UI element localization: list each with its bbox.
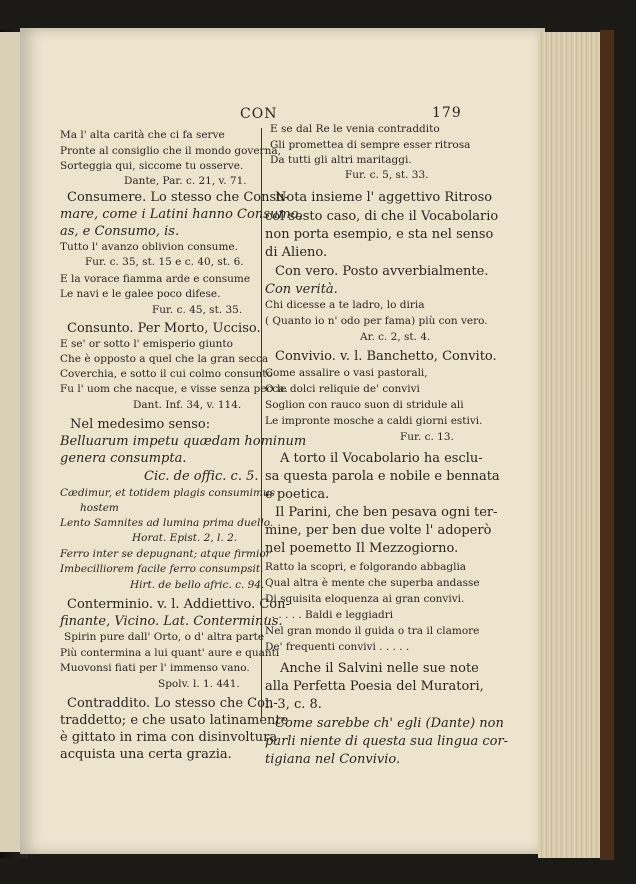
text-line: Qual altra è mente che superba andasse [265,577,480,589]
text-line: alla Perfetta Poesia del Muratori, [265,679,484,694]
text-line: parli niente di questa sua lingua cor- [265,734,509,749]
text-line: Lento Samnites ad lumina prima duello. [60,517,274,529]
text-line: Tutto l' avanzo oblivion consume. [60,241,238,253]
text-line: as, e Consumo, is. [60,224,180,239]
text-line: finante, Vicino. Lat. Conterminus. [60,614,283,629]
text-line: ( Quanto io n' odo per fama) più con vero. [265,315,488,327]
text-line: traddetto; e che usato latinamente [60,713,289,728]
text-line: Da tutti gli altri maritaggi. [270,154,412,166]
text-line: Chi dicesse a te ladro, lo diria [265,299,425,311]
entry-convivio: Convivio. v. l. Banchetto, Convito. [275,349,497,364]
text-line: Come sarebbe ch' egli (Dante) non [275,716,504,731]
entry-consunto: Consunto. Per Morto, Ucciso. [67,321,261,336]
text-line: De' frequenti convivi . . . . . [265,641,410,653]
entry-con-vero: Con vero. Posto avverbialmente. [275,264,489,279]
citation: Dante, Par. c. 21, v. 71. [124,175,247,187]
text-line: col sesto caso, di che il Vocabolario [265,209,499,224]
text-line: Gli promettea di sempre esser ritrosa [270,139,471,151]
text-line: acquista una certa grazia. [60,747,232,762]
text-line: mine, per ben due volte l' adoperò [265,523,492,538]
text-line: non porta esempio, e sta nel senso [265,227,494,242]
text-line: di Alieno. [265,245,328,260]
text-line: Più contermina a lui quant' aure e quanti [60,647,280,659]
text-line: nel poemetto Il Mezzogiorno. [265,541,459,556]
text-line: Ratto la scopri, e folgorando abbaglia [265,561,467,573]
text-line: Spirin pure dall' Orto, o d' altra parte [64,631,265,643]
text-line: E se' or sotto l' emisperio giunto [60,338,233,350]
text-line: Ferro inter se depugnant; atque firmior [60,548,271,560]
text-line: e poetica. [265,487,330,502]
text-line: è gittato in rima con disinvoltura [60,730,278,745]
text-line: Muovonsi fiati per l' immenso vano. [60,662,250,674]
citation: Cic. de offic. c. 5. [144,469,259,484]
text-line: Come assalire o vasi pastorali, [265,367,428,379]
entry-conterminio: Conterminio. v. l. Addiettivo. Con- [67,597,290,612]
citation: Spolv. l. 1. 441. [158,678,240,690]
text-line: Nel medesimo senso: [70,417,211,432]
entry-contraddito: Contraddito. Lo stesso che Con- [67,696,278,711]
citation: Fur. c. 5, st. 33. [345,169,429,181]
citation: Fur. c. 35, st. 15 e c. 40, st. 6. [85,256,244,268]
text-line: Le improntе mosche a caldi giorni estivi. [265,415,483,427]
text-line: A torto il Vocabolario ha esclu- [280,451,483,466]
text-line: Belluarum impetu quædam hominum [60,434,307,449]
text-line: Coverchia, e sotto il cui colmo consunto [60,368,273,380]
text-line: sa questa parola e nobile e bennata [265,469,500,484]
text-line: Di squisita eloquenza ai gran convivi. [265,593,465,605]
text-line: Sorteggia qui, siccome tu osserve. [60,160,244,172]
citation: Horat. Epist. 2, l. 2. [132,532,238,544]
text-line: Pronte al consiglio che il mondo governa, [60,145,281,157]
citation: Ar. c. 2, st. 4. [360,331,431,343]
text-line: Imbecilliorem facile ferro consumpsit. [60,563,264,575]
text-line: Cædimur, et totidem plagis consumimus [60,487,276,499]
text-line: Con verità. [265,282,338,297]
text-line: Nota insieme l' aggettivo Ritroso [275,190,493,205]
citation: Dant. Inf. 34, v. 114. [133,399,242,411]
text-line: E se dal Re le venia contraddito [270,123,440,135]
citation: Fur. c. 45, st. 35. [152,304,243,316]
text-line: tigiana nel Convivio. [265,752,401,767]
text-line: mare, come i Latini hanno Consumo, [60,207,303,222]
citation: Hirt. de bello afric. c. 94. [130,579,265,591]
text-line: hostem [80,502,119,514]
book-cover-edge [600,30,614,860]
citation: Fur. c. 13. [400,431,454,443]
page-number: 179 [432,105,462,121]
text-line: Anche il Salvini nelle sue note [280,661,479,676]
text-line: Che è opposto a quel che la gran secca [60,353,269,365]
text-line: O le dolci reliquie de' convivi [265,383,420,395]
text-line: Nel gran mondo il guida o tra il clamore [265,625,480,637]
text-line: genera consumpta. [60,451,187,466]
text-line: Il Parini, che ben pesava ogni ter- [275,505,498,520]
text-line: l. 3, c. 8. [265,697,322,712]
running-title: CON [240,106,278,122]
text-line: E la vorace fiamma arde e consume [60,273,251,285]
text-line: Soglion con rauco suon di stridule ali [265,399,464,411]
text-line: Fu l' uom che nacque, e visse senza pecca. [60,383,288,395]
entry-consumere: Consumere. Lo stesso che Consu- [67,190,289,205]
text-line: Le navi e le galee poco difese. [60,288,221,300]
text-line: Ma l' alta carità che ci fa serve [60,129,225,141]
text-line: . . . . . . Baldi e leggiadri [265,609,394,621]
